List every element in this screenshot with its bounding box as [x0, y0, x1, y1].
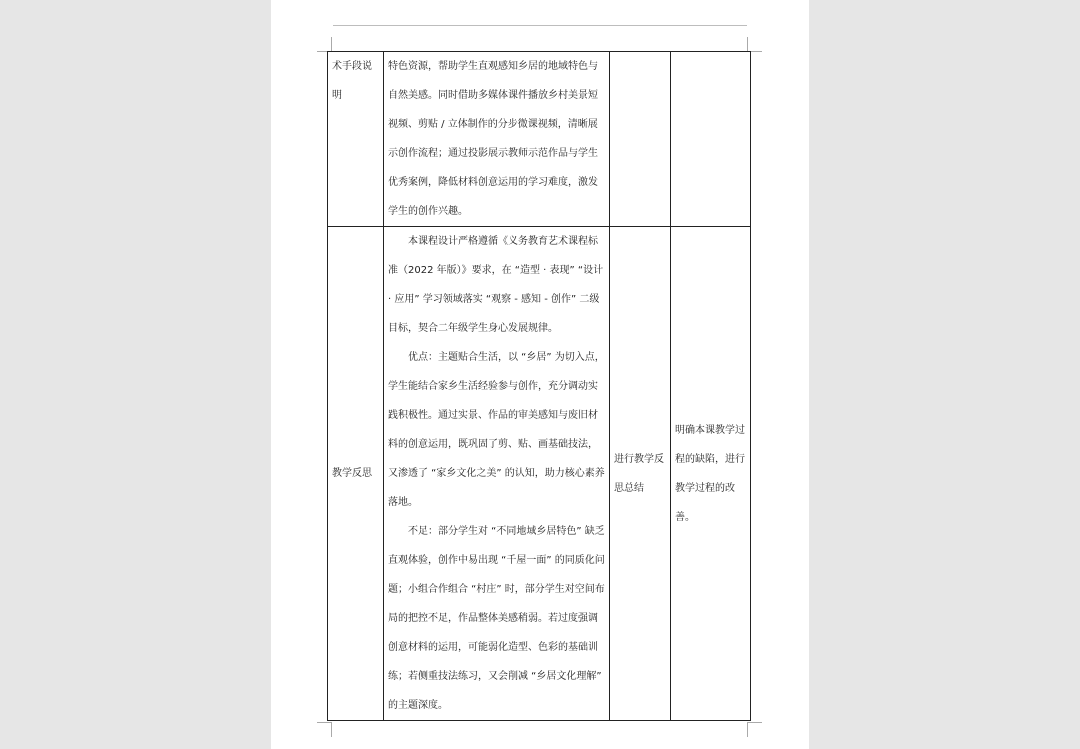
crop-mark-bottom-left: [317, 722, 332, 737]
lesson-plan-table: [327, 51, 751, 721]
row-content: 特色资源，帮助学生直观感知乡居的地域特色与自然美感。同时借助多媒体课件播放乡村美景短视频、剪贴 / 立体制作的分步微课视频，清晰展示创作流程；通过投影展示教师示范作品与学生优秀案例，降低材料创意运用的学习难度，激发学生的创作兴趣。: [384, 52, 610, 227]
crop-mark-bottom-right: [747, 722, 762, 737]
reflection-paragraph-strengths: 优点：主题贴合生活，以 “乡居” 为切入点，学生能结合家乡生活经验参与创作，充分调动实践积极性。通过实景、作品的审美感知与废旧材料的创意运用，既巩固了剪、贴、画基础技法，又渗透了 “家乡文化之美” 的认知，助力核心素养落地。: [388, 352, 605, 508]
header-rule: [333, 25, 747, 26]
crop-mark-top-right: [747, 37, 762, 52]
table-row: [328, 52, 751, 227]
reflection-paragraph-weaknesses: 不足：部分学生对 “不同地域乡居特色” 缺乏直观体验，创作中易出现 “千屋一面” 的同质化问题；小组合作组合 “村庄” 时，部分学生对空间布局的把控不足，作品整体美感稍弱。若过度强调创意材料的运用，可能弱化造型、色彩的基础训练；若侧重技法练习，又会削减 “乡居文化理解” 的主题深度。: [388, 526, 605, 711]
crop-mark-top-left: [317, 37, 332, 52]
document-page: [271, 0, 809, 749]
row-col3: 进行教学反思总结: [610, 227, 671, 721]
row-content: [384, 227, 610, 721]
table-row: [328, 227, 751, 721]
row-col3: [610, 52, 671, 227]
row-col4: [671, 52, 751, 227]
row-label: 术手段说明: [328, 52, 384, 227]
row-label: 教学反思: [328, 227, 384, 721]
reflection-paragraph-intro: 本课程设计严格遵循《义务教育艺术课程标准（2022 年版）》要求，在 “造型 · 表现” “设计 · 应用” 学习领域落实 “观察 - 感知 - 创作” 二级目标，契合二年级学生身心发展规律。: [388, 236, 604, 334]
row-col4: 明确本课教学过程的缺陷，进行教学过程的改善。: [671, 227, 751, 721]
